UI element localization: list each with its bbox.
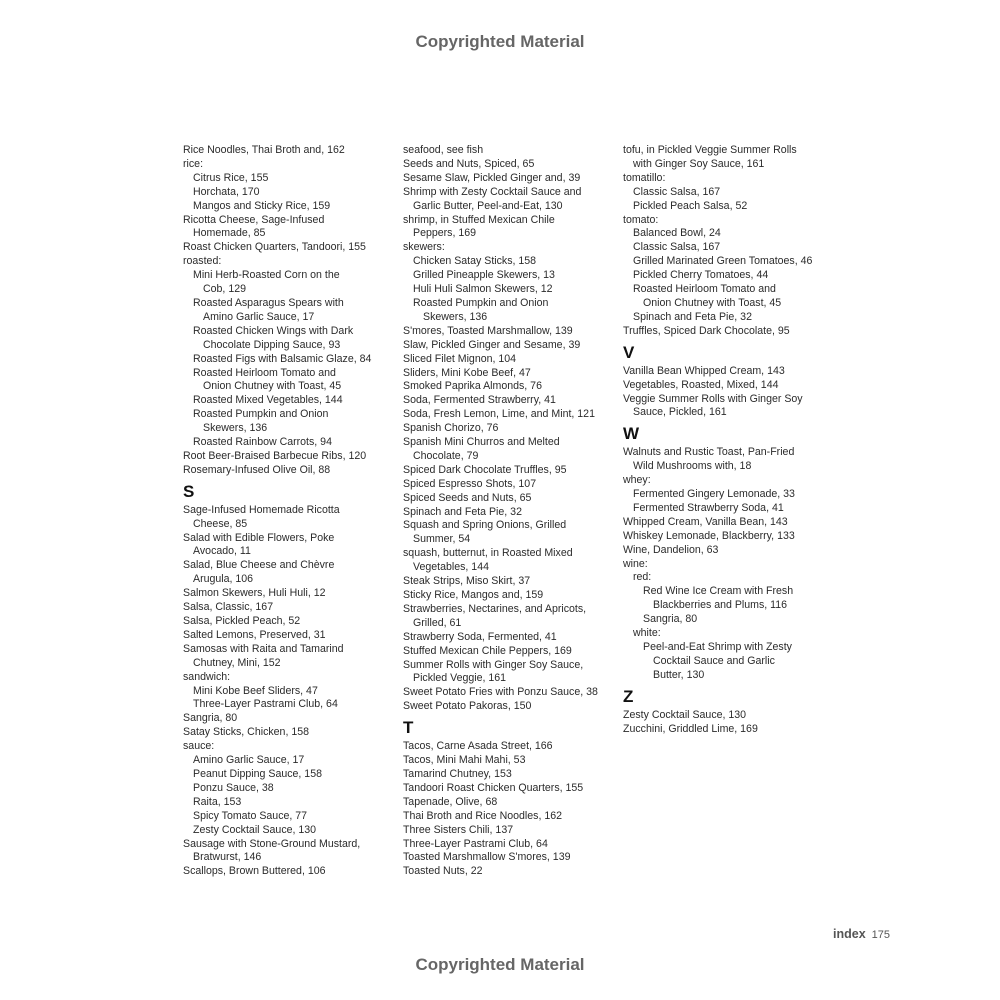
index-entry: Satay Sticks, Chicken, 158 <box>183 726 310 739</box>
index-entry: Homemade, 85 <box>193 227 266 240</box>
index-entry: skewers: <box>403 241 445 254</box>
index-entry: Sage-Infused Homemade Ricotta <box>183 503 340 516</box>
index-letter-heading: T <box>403 718 414 738</box>
index-entry: Shrimp with Zesty Cocktail Sauce and <box>403 185 582 198</box>
index-entry: Pickled Peach Salsa, 52 <box>633 199 748 212</box>
index-entry: Summer Rolls with Ginger Soy Sauce, <box>403 658 584 671</box>
index-entry: Chutney, Mini, 152 <box>193 656 281 669</box>
index-entry: Amino Garlic Sauce, 17 <box>203 310 315 323</box>
index-entry: shrimp, in Stuffed Mexican Chile <box>403 213 555 226</box>
index-entry: Vegetables, 144 <box>413 561 489 574</box>
index-entry: Toasted Marshmallow S'mores, 139 <box>403 851 571 864</box>
index-entry: Zesty Cocktail Sauce, 130 <box>193 823 317 836</box>
index-entry: Roasted Mixed Vegetables, 144 <box>193 394 343 407</box>
index-entry: Tamarind Chutney, 153 <box>403 767 512 780</box>
index-entry: Salad, Blue Cheese and Chèvre <box>183 559 335 572</box>
index-entry: Chocolate, 79 <box>413 449 479 462</box>
index-entry: Arugula, 106 <box>193 573 254 586</box>
index-entry: Grilled, 61 <box>413 616 462 629</box>
index-entry: Sweet Potato Pakoras, 150 <box>403 700 532 713</box>
index-entry: Roasted Chicken Wings with Dark <box>193 324 354 337</box>
index-entry: Sweet Potato Fries with Ponzu Sauce, 38 <box>403 686 598 699</box>
index-entry: Fermented Strawberry Soda, 41 <box>633 501 784 514</box>
index-entry: Sesame Slaw, Pickled Ginger and, 39 <box>403 171 581 184</box>
index-entry: Roasted Asparagus Spears with <box>193 296 344 309</box>
index-entry: Walnuts and Rustic Toast, Pan-Fried <box>623 446 795 459</box>
index-entry: Roasted Heirloom Tomato and <box>193 366 336 379</box>
index-entry: Rosemary-Infused Olive Oil, 88 <box>183 463 331 476</box>
index-entry: Mangos and Sticky Rice, 159 <box>193 199 331 212</box>
index-entry: Roasted Pumpkin and Onion <box>413 296 549 309</box>
index-entry: Scallops, Brown Buttered, 106 <box>183 865 326 878</box>
index-entry: Onion Chutney with Toast, 45 <box>643 296 782 309</box>
index-entry: Roasted Rainbow Carrots, 94 <box>193 436 332 449</box>
index-entry: Slaw, Pickled Ginger and Sesame, 39 <box>403 338 581 351</box>
index-entry: sauce: <box>183 740 215 753</box>
index-entry: Wine, Dandelion, 63 <box>623 543 719 556</box>
index-entry: Spicy Tomato Sauce, 77 <box>193 809 308 822</box>
index-entry: Soda, Fermented Strawberry, 41 <box>403 394 556 407</box>
index-entry: white: <box>633 627 661 640</box>
index-entry: Grilled Marinated Green Tomatoes, 46 <box>633 255 813 268</box>
index-entry: Steak Strips, Miso Skirt, 37 <box>403 575 531 588</box>
index-entry: Truffles, Spiced Dark Chocolate, 95 <box>623 324 790 337</box>
index-entry: Veggie Summer Rolls with Ginger Soy <box>623 392 803 405</box>
index-entry: Spanish Mini Churros and Melted <box>403 436 560 449</box>
index-entry: Seeds and Nuts, Spiced, 65 <box>403 157 535 170</box>
index-entry: sandwich: <box>183 670 231 683</box>
index-entry: Vanilla Bean Whipped Cream, 143 <box>623 364 785 377</box>
index-entry: Cob, 129 <box>203 283 246 296</box>
page-footer <box>833 927 890 941</box>
index-entry: Wild Mushrooms with, 18 <box>633 460 752 473</box>
index-entry: Grilled Pineapple Skewers, 13 <box>413 269 555 282</box>
index-entry: Skewers, 136 <box>423 310 488 323</box>
index-entry: Soda, Fresh Lemon, Lime, and Mint, 121 <box>403 408 595 421</box>
index-entry: Amino Garlic Sauce, 17 <box>193 754 305 767</box>
index-entry: Squash and Spring Onions, Grilled <box>403 519 567 532</box>
index-entry: Salmon Skewers, Huli Huli, 12 <box>183 587 326 600</box>
footer-section-label: index <box>833 927 866 941</box>
index-entry: Spinach and Feta Pie, 32 <box>633 310 752 323</box>
index-entry: Stuffed Mexican Chile Peppers, 169 <box>403 644 572 657</box>
index-entry: whey: <box>623 474 651 487</box>
index-column-2 <box>403 144 625 879</box>
index-entry: Tapenade, Olive, 68 <box>403 795 498 808</box>
index-entry: Three Sisters Chili, 137 <box>403 823 514 836</box>
copyright-watermark-top: Copyrighted Material <box>415 32 585 51</box>
index-entry: Strawberry Soda, Fermented, 41 <box>403 630 557 643</box>
index-entry: Garlic Butter, Peel-and-Eat, 130 <box>413 199 563 212</box>
index-entry: Spinach and Feta Pie, 32 <box>403 505 522 518</box>
page-number: 175 <box>871 929 891 941</box>
index-entry: squash, butternut, in Roasted Mixed <box>403 547 573 560</box>
index-entry: Three-Layer Pastrami Club, 64 <box>193 698 338 711</box>
index-entry: Thai Broth and Rice Noodles, 162 <box>403 809 562 822</box>
index-entry: Peanut Dipping Sauce, 158 <box>193 767 322 780</box>
index-entry: Roasted Pumpkin and Onion <box>193 408 329 421</box>
index-entry: Three-Layer Pastrami Club, 64 <box>403 837 548 850</box>
index-entry: S'mores, Toasted Marshmallow, 139 <box>403 324 573 337</box>
index-entry: tomatillo: <box>623 171 666 184</box>
index-entry: Cocktail Sauce and Garlic <box>653 654 775 667</box>
index-entry: Sauce, Pickled, 161 <box>633 406 727 419</box>
index-entry: Tacos, Mini Mahi Mahi, 53 <box>403 754 526 767</box>
index-entry: Citrus Rice, 155 <box>193 171 269 184</box>
index-entry: Rice Noodles, Thai Broth and, 162 <box>183 144 345 156</box>
index-entry: Fermented Gingery Lemonade, 33 <box>633 488 795 501</box>
index-entry: Pickled Veggie, 161 <box>413 672 507 685</box>
index-entry: Pickled Cherry Tomatoes, 44 <box>633 269 769 282</box>
index-entry: Sausage with Stone-Ground Mustard, <box>183 837 361 850</box>
index-entry: Peel-and-Eat Shrimp with Zesty <box>643 641 792 653</box>
index-entry: Spiced Seeds and Nuts, 65 <box>403 491 532 504</box>
index-letter-heading: V <box>623 342 635 362</box>
copyright-watermark-bottom: Copyrighted Material <box>415 955 585 974</box>
index-entry: Mini Herb-Roasted Corn on the <box>193 269 340 282</box>
index-entry: Classic Salsa, 167 <box>633 185 721 198</box>
index-entry: with Ginger Soy Sauce, 161 <box>633 157 765 170</box>
index-entry: Spiced Dark Chocolate Truffles, 95 <box>403 463 567 476</box>
index-entry: Onion Chutney with Toast, 45 <box>203 380 342 393</box>
index-entry: Zesty Cocktail Sauce, 130 <box>623 708 747 721</box>
index-entry: Balanced Bowl, 24 <box>633 227 721 240</box>
index-entry: tomato: <box>623 213 659 226</box>
index-entry: Huli Huli Salmon Skewers, 12 <box>413 283 553 296</box>
index-entry: Horchata, 170 <box>193 185 260 198</box>
index-entry: Whiskey Lemonade, Blackberry, 133 <box>623 529 795 542</box>
index-entry: Vegetables, Roasted, Mixed, 144 <box>623 378 779 391</box>
index-entry: Raita, 153 <box>193 795 242 808</box>
index-entry: Red Wine Ice Cream with Fresh <box>643 585 794 598</box>
index-entry: Blackberries and Plums, 116 <box>653 599 788 612</box>
index-entry: Roasted Heirloom Tomato and <box>633 283 776 296</box>
index-entry: Zucchini, Griddled Lime, 169 <box>623 722 758 735</box>
index-entry: Smoked Paprika Almonds, 76 <box>403 380 542 393</box>
index-entry: Summer, 54 <box>413 533 471 546</box>
index-entry: Peppers, 169 <box>413 227 477 240</box>
index-entry: Chocolate Dipping Sauce, 93 <box>203 338 341 351</box>
index-entry: Salsa, Classic, 167 <box>183 601 274 614</box>
index-entry: Sticky Rice, Mangos and, 159 <box>403 589 544 601</box>
index-entry: Spiced Espresso Shots, 107 <box>403 477 537 490</box>
index-entry: Roast Chicken Quarters, Tandoori, 155 <box>183 241 366 254</box>
index-letter-heading: S <box>183 481 195 501</box>
index-entry: Cheese, 85 <box>193 517 248 530</box>
index-entry: Strawberries, Nectarines, and Apricots, <box>403 602 587 615</box>
index-entry: seafood, see fish <box>403 144 484 156</box>
index-entry: Avocado, 11 <box>193 545 251 558</box>
index-column-3 <box>623 144 845 737</box>
index-entry: rice: <box>183 157 204 170</box>
index-letter-heading: W <box>623 424 640 444</box>
index-entry: Roasted Figs with Balsamic Glaze, 84 <box>193 352 372 365</box>
index-entry: Salsa, Pickled Peach, 52 <box>183 615 301 627</box>
index-entry: Toasted Nuts, 22 <box>403 865 483 878</box>
index-entry: Sangria, 80 <box>183 712 238 725</box>
index-entry: Salad with Edible Flowers, Poke <box>183 531 335 544</box>
index-entry: Root Beer-Braised Barbecue Ribs, 120 <box>183 449 367 462</box>
index-entry: Chicken Satay Sticks, 158 <box>413 255 537 268</box>
index-entry: Spanish Chorizo, 76 <box>403 422 499 435</box>
index-entry: Skewers, 136 <box>203 422 268 435</box>
index-entry: Tacos, Carne Asada Street, 166 <box>403 740 553 753</box>
index-entry: wine: <box>623 557 648 570</box>
index-letter-heading: Z <box>623 686 634 706</box>
index-entry: Butter, 130 <box>653 668 705 681</box>
index-entry: Sangria, 80 <box>643 613 698 626</box>
index-entry: roasted: <box>183 255 222 268</box>
index-entry: Sliders, Mini Kobe Beef, 47 <box>403 366 531 379</box>
index-entry: Samosas with Raita and Tamarind <box>183 642 344 655</box>
index-entry: Mini Kobe Beef Sliders, 47 <box>193 684 318 697</box>
index-entry: Ricotta Cheese, Sage-Infused <box>183 213 325 226</box>
index-entry: red: <box>633 571 652 584</box>
index-column-1 <box>183 144 405 879</box>
index-entry: Salted Lemons, Preserved, 31 <box>183 628 326 641</box>
index-entry: Ponzu Sauce, 38 <box>193 781 274 794</box>
index-entry: tofu, in Pickled Veggie Summer Rolls <box>623 144 797 156</box>
index-entry: Tandoori Roast Chicken Quarters, 155 <box>403 781 584 794</box>
index-entry: Classic Salsa, 167 <box>633 241 721 254</box>
index-entry: Whipped Cream, Vanilla Bean, 143 <box>623 515 788 528</box>
index-entry: Bratwurst, 146 <box>193 851 262 864</box>
index-entry: Sliced Filet Mignon, 104 <box>403 352 517 365</box>
